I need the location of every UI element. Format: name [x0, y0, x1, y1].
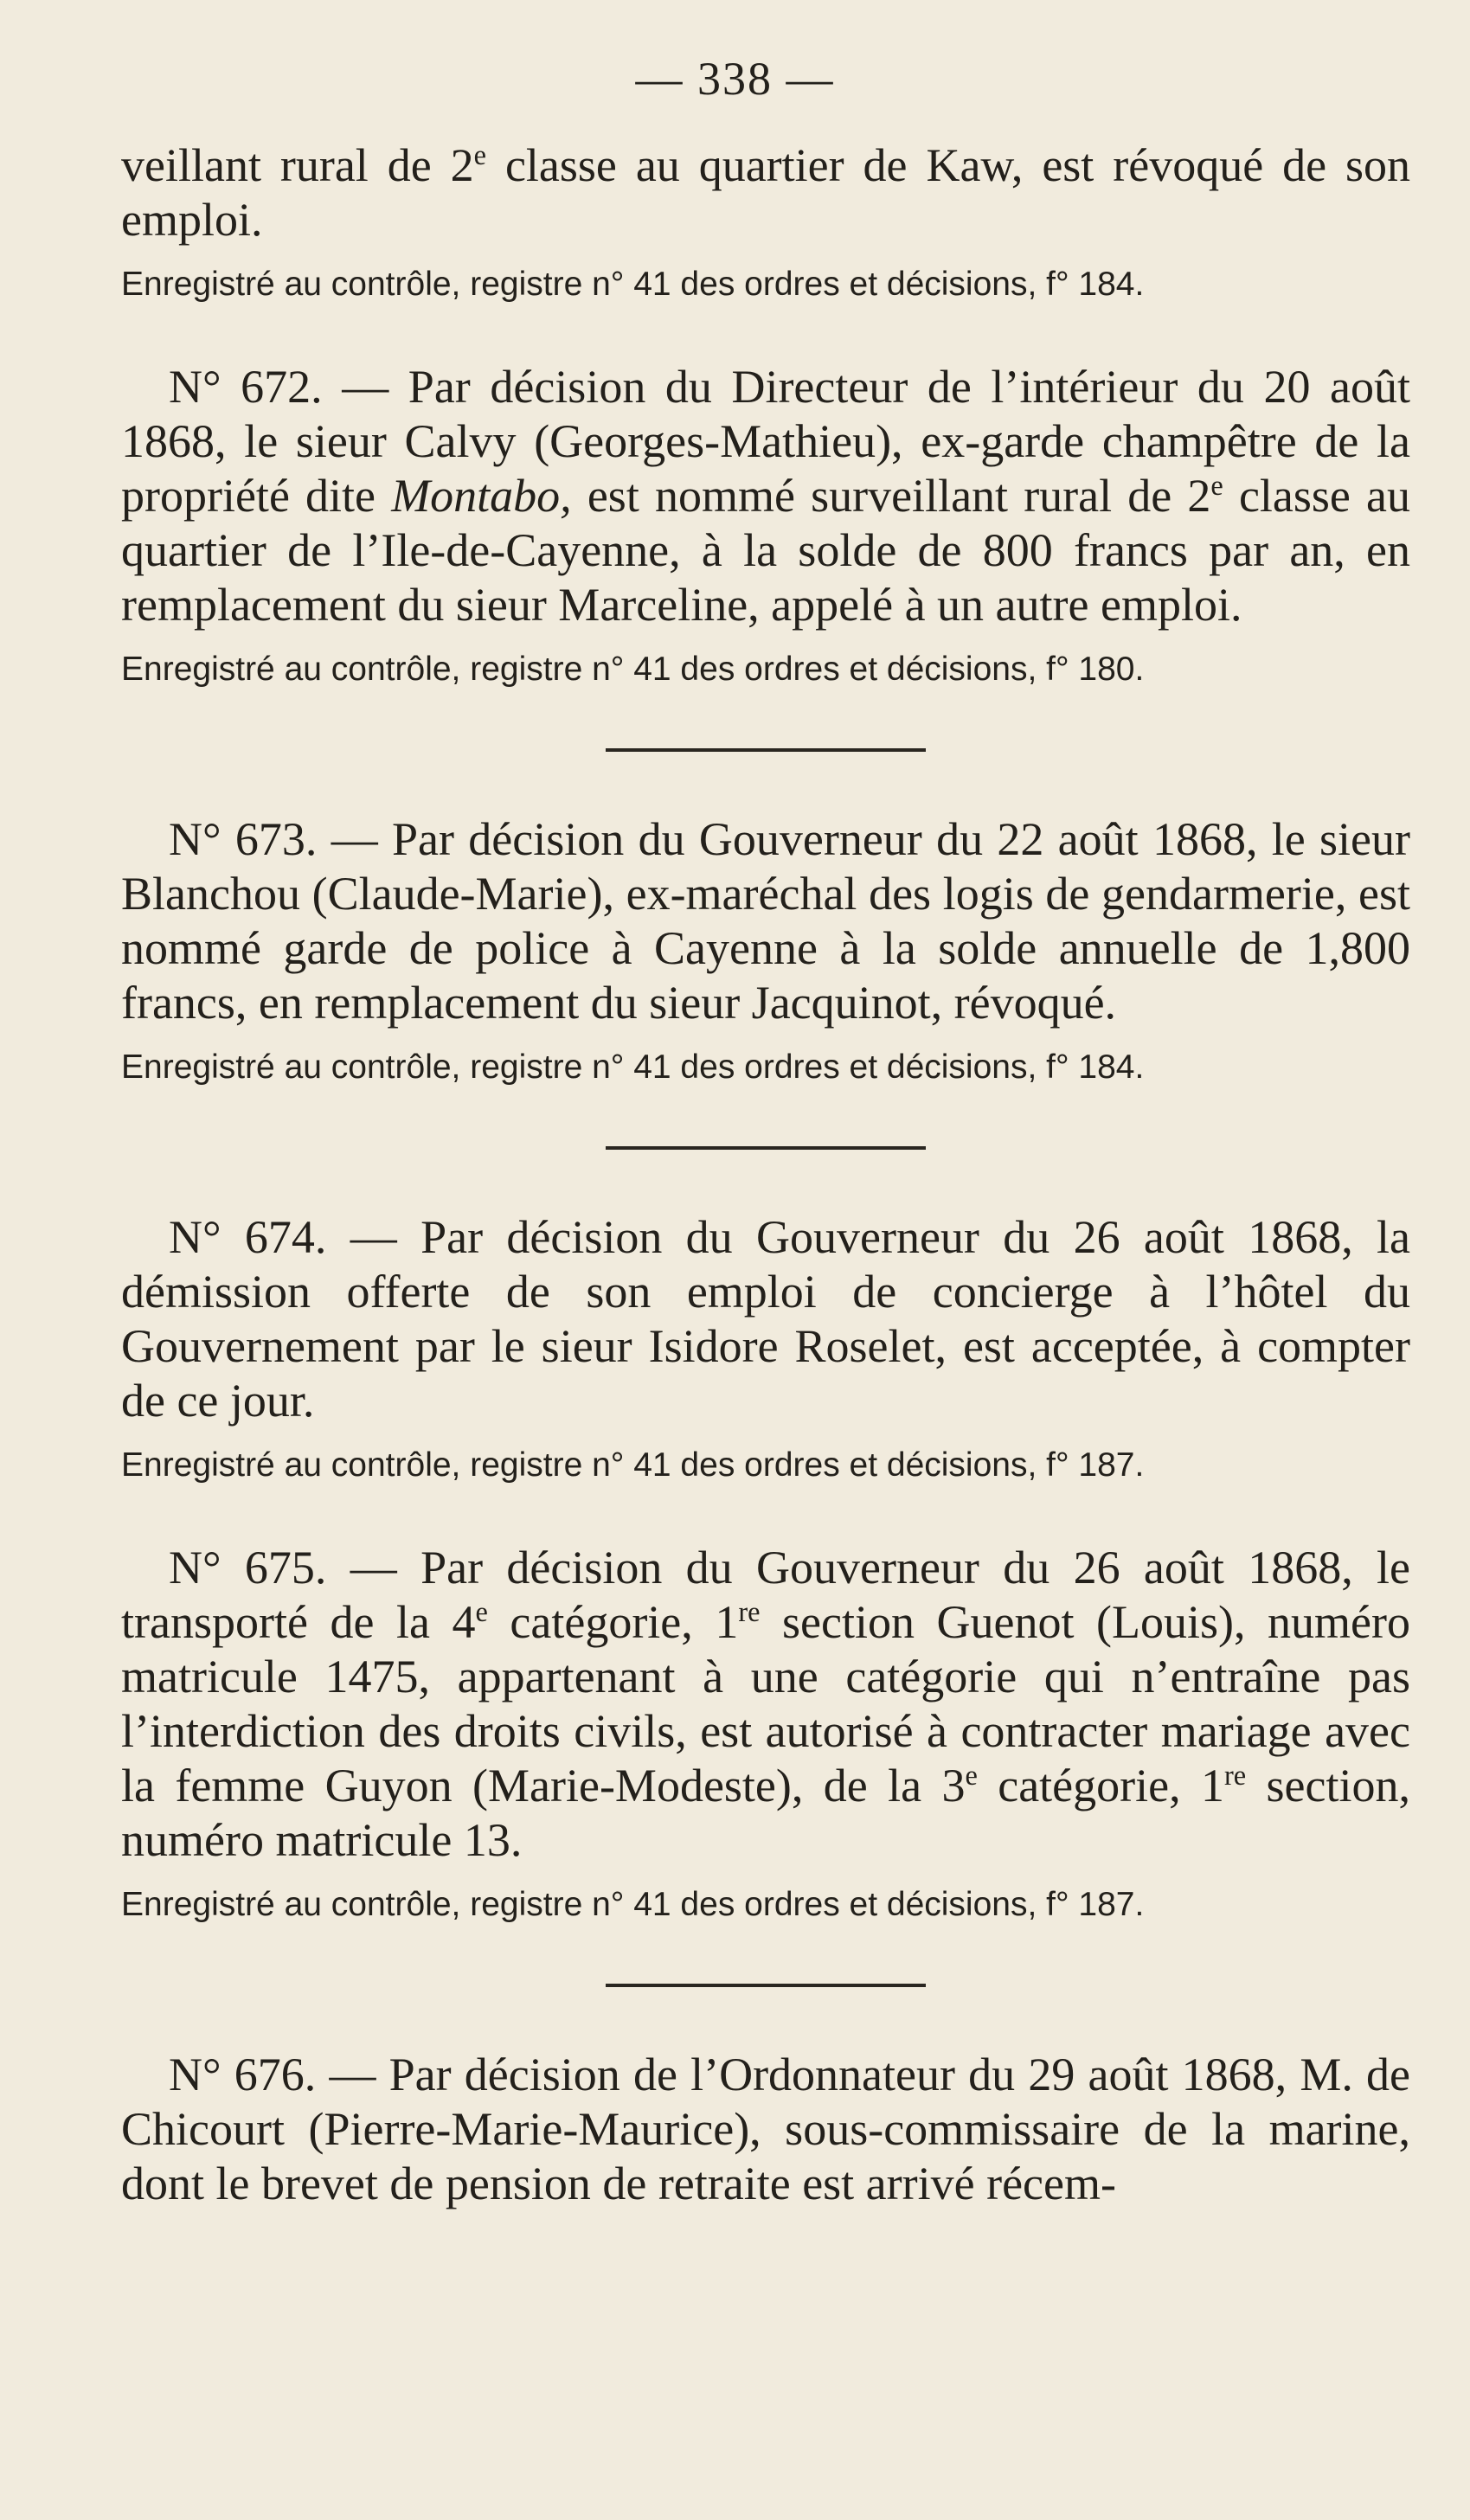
page-number: — 338 — [635, 53, 835, 105]
section-divider [606, 1146, 926, 1150]
entry-673: N° 673. — Par décision du Gouverneur du 22 août 1868, le sieur Blanchou (Claude-Marie), ex-maréchal des logis de gendarmerie, est nommé garde de police à Cayenne à la solde annuelle de 1,800 francs, en remplacement du sieur Jacquinot, révoqué. [121, 813, 1411, 1029]
page-content [121, 138, 1410, 2211]
entry-number: N° 676. [169, 2049, 317, 2100]
entry-number: N° 672. [169, 361, 323, 413]
entry-672: N° 672. — Par décision du Directeur de l’intérieur du 20 août 1868, le sieur Calvy (Georges-Mathieu), ex-garde champêtre de la propriété dite Montabo, est nommé surveillant rural de 2e classe au quartier de l’Ile-de-Cayenne, à la solde de 800 francs par an, en remplacement du sieur Marceline, appelé à un autre emploi. [121, 361, 1411, 631]
section-divider [606, 748, 926, 752]
intro-paragraph: veillant rural de 2e classe au quartier de Kaw, est révoqué de son emploi. [121, 139, 1410, 246]
registration-line: Enregistré au contrôle, registre n° 41 des ordres et décisions, f° 180. [121, 651, 1145, 688]
entry-675: N° 675. — Par décision du Gouverneur du 26 août 1868, le transporté de la 4e catégorie, 1re section Guenot (Louis), numéro matricule 1475, appartenant à une catégorie qui n’entraîne pas l’interdiction des droits civils, est autorisé à contracter mariage avec la femme Guyon (Marie-Modeste), de la 3e catégorie, 1re section, numéro matricule 13. [121, 1542, 1411, 1866]
registration-line: Enregistré au contrôle, registre n° 41 des ordres et décisions, f° 187. [121, 1886, 1145, 1923]
entry-number: N° 675. [169, 1542, 327, 1593]
entry-number: N° 674. [169, 1211, 327, 1263]
registration-line: Enregistré au contrôle, registre n° 41 des ordres et décisions, f° 184. [121, 1048, 1145, 1086]
registration-line: Enregistré au contrôle, registre n° 41 des ordres et décisions, f° 187. [121, 1446, 1145, 1484]
entry-676: N° 676. — Par décision de l’Ordonnateur du 29 août 1868, M. de Chicourt (Pierre-Marie-Maurice), sous-commissaire de la marine, dont le brevet de pension de retraite est arrivé récem- [121, 2049, 1411, 2209]
section-divider [606, 1984, 926, 1987]
entry-number: N° 673. [169, 813, 318, 865]
entry-674: N° 674. — Par décision du Gouverneur du 26 août 1868, la démission offerte de son emploi de concierge à l’hôtel du Gouvernement par le sieur Isidore Roselet, est acceptée, à compter de ce jour. [121, 1211, 1410, 1427]
registration-line: Enregistré au contrôle, registre n° 41 des ordres et décisions, f° 184. [121, 266, 1145, 303]
